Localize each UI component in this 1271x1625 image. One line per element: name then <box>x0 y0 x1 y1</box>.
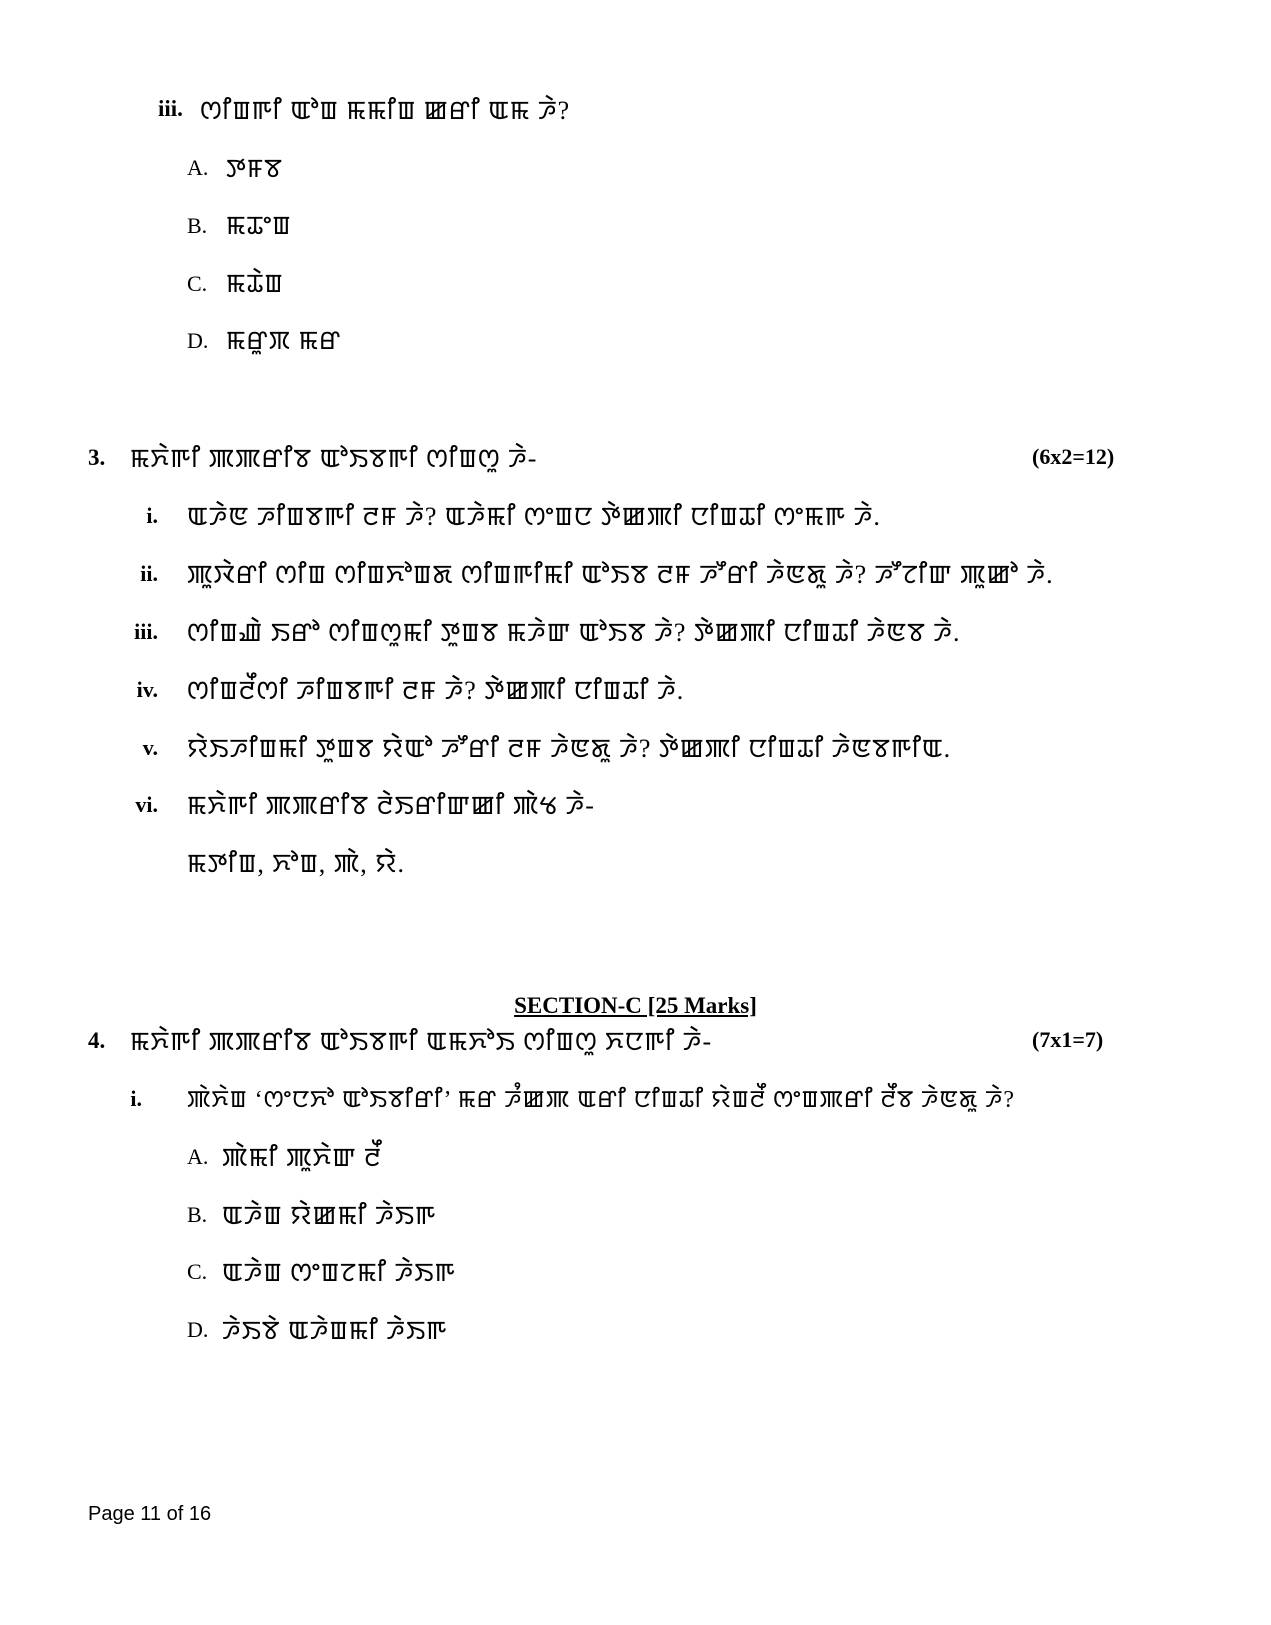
item-number: ii. <box>140 561 158 586</box>
option-text: ꯍꯥꯏꯕꯥ ꯑꯍꯥꯡꯃꯤ ꯍꯥꯏꯒ <box>222 1316 448 1345</box>
option-text: ꯃꯊꯦꯡ <box>226 211 292 240</box>
question-number: 4. <box>88 1028 106 1053</box>
item-text: ꯄꯥꯈꯥꯡ ‘ꯁꯦꯅꯈꯣ ꯑꯣꯏꯕꯤꯔꯤ’ ꯃꯔ ꯍꯪꯀꯄ ꯑꯔꯤ ꯅꯤꯡꯊꯤ ꯌꯥꯡꯂꯩ ꯁꯦꯡꯄꯔꯤ ꯂꯩꯕ ꯍꯥꯟꯗꯨ ꯍꯥ? <box>187 1087 1016 1113</box>
answer-word-list: ꯃꯇꯤꯡ, ꯈꯣꯡ, ꯄꯥ, ꯌꯥ. <box>187 849 406 878</box>
option-text: ꯑꯍꯥꯡ ꯁꯦꯡꯖꯃꯤ ꯍꯥꯏꯒ <box>222 1258 456 1287</box>
option-text: ꯄꯥꯃꯤ ꯄꯨꯈꯥꯛ ꯂꯩ <box>222 1143 382 1172</box>
item-text: ꯃꯈꯥꯒꯤ ꯄꯄꯔꯤꯕ ꯂꯥꯏꯔꯤꯛꯀꯤ ꯄꯥꯠ ꯍꯥ- <box>187 791 595 820</box>
item-text: ꯑꯍꯥꯟ ꯍꯤꯡꯕꯒꯤ ꯂꯝ ꯍꯥ? ꯑꯍꯥꯃꯤ ꯁꯦꯡꯅ ꯇꯥꯀꯄꯤ ꯅꯤꯡꯊꯤ ꯁꯦꯃꯒ ꯍꯥ. <box>187 502 881 531</box>
item-number: i. <box>146 503 158 528</box>
item-number: v. <box>142 735 158 760</box>
marks-allocation: (7x1=7) <box>1032 1027 1104 1052</box>
item-text: ꯁꯤꯡꯂꯩꯁꯤ ꯍꯤꯡꯕꯒꯤ ꯂꯝ ꯍꯥ? ꯇꯥꯀꯄꯤ ꯅꯤꯡꯊꯤ ꯍꯥ. <box>187 676 685 705</box>
option-text: ꯃꯔꯨꯞ ꯃꯔ <box>226 326 342 355</box>
option-label: A. <box>187 1144 209 1169</box>
option-text: ꯃꯊꯥꯡ <box>226 269 284 298</box>
question-text: ꯁꯤꯡꯒꯤ ꯑꯣꯡ ꯃꯃꯤꯡ ꯀꯔꯤ ꯑꯃ ꯍꯥ? <box>200 96 571 125</box>
option-text: ꯑꯍꯥꯡ ꯌꯥꯀꯃꯤ ꯍꯥꯏꯒ <box>222 1201 437 1230</box>
option-label: A. <box>187 155 209 180</box>
question-text: ꯃꯈꯥꯒꯤ ꯄꯄꯔꯤꯕ ꯑꯣꯏꯕꯒꯤ ꯁꯤꯡꯁꯨ ꯍꯥ- <box>130 444 538 473</box>
option-label: D. <box>187 1317 209 1342</box>
option-label: C. <box>187 271 208 296</box>
question-text: ꯃꯈꯥꯒꯤ ꯄꯄꯔꯤꯕ ꯑꯣꯏꯕꯒꯤ ꯑꯃꯈꯣꯏ ꯁꯤꯡꯁꯨ ꯈꯅꯒꯤ ꯍꯥ- <box>130 1027 713 1056</box>
item-number: iii. <box>134 619 158 644</box>
item-number: vi. <box>135 792 158 817</box>
option-label: B. <box>187 213 208 238</box>
option-label: D. <box>187 328 209 353</box>
item-number: i. <box>130 1086 142 1111</box>
option-label: C. <box>187 1259 208 1284</box>
item-text: ꯌꯥꯏꯍꯤꯡꯃꯤ ꯇꯨꯡꯕ ꯌꯥꯑꯣ ꯍꯧꯔꯤ ꯂꯝ ꯍꯥꯟꯗꯨ ꯍꯥ? ꯇꯥꯀꯄꯤ ꯅꯤꯡꯊꯤ ꯍꯥꯟꯕꯒꯤꯑ. <box>187 734 952 763</box>
option-label: B. <box>187 1202 208 1227</box>
section-heading: SECTION-C [25 Marks] <box>514 993 757 1018</box>
option-text: ꯇꯝꯕ <box>226 154 283 183</box>
question-number: 3. <box>88 445 106 470</box>
page-number: Page 11 of 16 <box>88 1503 212 1525</box>
item-number: iv. <box>136 677 158 702</box>
item-text: ꯄꯨꯋꯥꯔꯤ ꯁꯤꯡ ꯁꯤꯡꯈꯣꯡꯗ ꯁꯤꯡꯒꯤꯃꯤ ꯑꯣꯏꯕ ꯂꯝ ꯍꯧꯔꯤ ꯍꯥꯟꯗꯨ ꯍꯥ? ꯍꯧꯖꯤꯛ ꯄꯨꯀꯣ ꯍꯥ. <box>187 560 1054 589</box>
question-number: iii. <box>158 96 183 121</box>
marks-allocation: (6x2=12) <box>1032 444 1115 469</box>
item-text: ꯁꯤꯡꯉꯥ ꯏꯔꯣ ꯁꯤꯡꯁꯨꯃꯤ ꯇꯨꯡꯕ ꯃꯍꯥꯛ ꯑꯣꯏꯕ ꯍꯥ? ꯇꯥꯀꯄꯤ ꯅꯤꯡꯊꯤ ꯍꯥꯟꯕ ꯍꯥ. <box>187 618 961 647</box>
